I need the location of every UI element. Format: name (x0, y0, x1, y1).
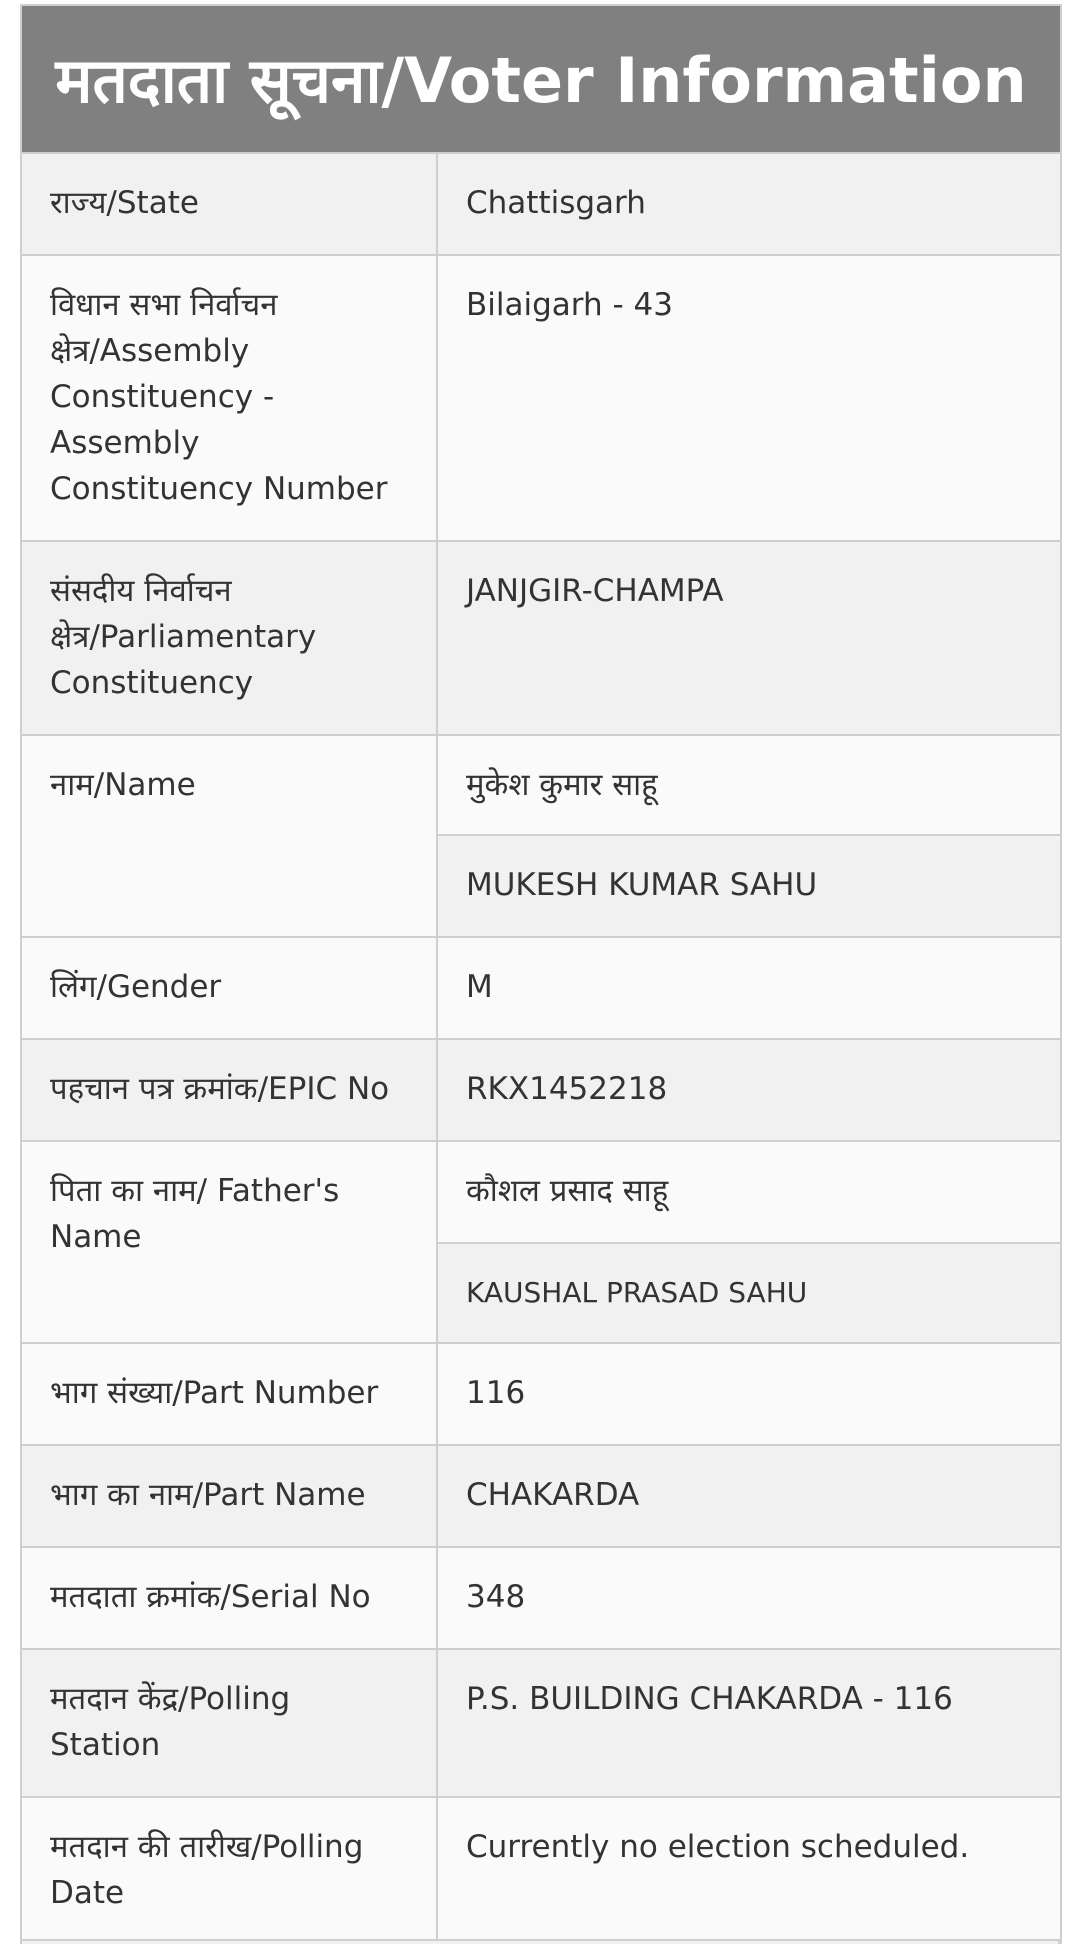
serial-no-label: मतदाता क्रमांक/Serial No (21, 1547, 437, 1649)
epic-no-label: पहचान पत्र क्रमांक/EPIC No (21, 1039, 437, 1141)
polling-date-label: मतदान की तारीख/Polling Date (21, 1797, 437, 1943)
next-row-edge (20, 1939, 1060, 1944)
name-value-hindi: मुकेश कुमार साहू (437, 735, 1061, 835)
father-name-label: पिता का नाम/ Father's Name (21, 1141, 437, 1343)
table-row-part-name (21, 1445, 1061, 1547)
epic-no-value: RKX1452218 (437, 1039, 1061, 1141)
polling-station-label: मतदान केंद्र/Polling Station (21, 1649, 437, 1797)
parliamentary-constituency-label: संसदीय निर्वाचन क्षेत्र/Parliamentary Constituency (21, 541, 437, 735)
serial-no-value: 348 (437, 1547, 1061, 1649)
state-value: Chattisgarh (437, 153, 1061, 255)
part-name-value: CHAKARDA (437, 1445, 1061, 1547)
table-row-assembly-constituency (21, 255, 1061, 541)
gender-value: M (437, 937, 1061, 1039)
gender-label: लिंग/Gender (21, 937, 437, 1039)
table-row-part-number (21, 1343, 1061, 1445)
state-label: राज्य/State (21, 153, 437, 255)
table-row-state (21, 153, 1061, 255)
title-row (21, 5, 1061, 153)
part-number-value: 116 (437, 1343, 1061, 1445)
father-name-value-english: KAUSHAL PRASAD SAHU (437, 1243, 1061, 1343)
table-row-serial-no (21, 1547, 1061, 1649)
father-name-value-hindi: कौशल प्रसाद साहू (437, 1141, 1061, 1243)
table-row-polling-station (21, 1649, 1061, 1797)
polling-date-value: Currently no election scheduled. (437, 1797, 1061, 1943)
table-row-gender (21, 937, 1061, 1039)
table-row-name (21, 735, 1061, 835)
assembly-constituency-value: Bilaigarh - 43 (437, 255, 1061, 541)
table-row-epic-no (21, 1039, 1061, 1141)
table-row-father-name (21, 1141, 1061, 1243)
polling-station-value: P.S. BUILDING CHAKARDA - 116 (437, 1649, 1061, 1797)
page-title: मतदाता सूचना/Voter Information (21, 5, 1061, 153)
table-row-polling-date (21, 1797, 1061, 1943)
name-value-english: MUKESH KUMAR SAHU (437, 835, 1061, 937)
parliamentary-constituency-value: JANJGIR-CHAMPA (437, 541, 1061, 735)
assembly-constituency-label: विधान सभा निर्वाचन क्षेत्र/Assembly Constituency - Assembly Constituency Number (21, 255, 437, 541)
name-label: नाम/Name (21, 735, 437, 937)
part-number-label: भाग संख्या/Part Number (21, 1343, 437, 1445)
table-row-parliamentary-constituency (21, 541, 1061, 735)
voter-information-table (20, 4, 1062, 1944)
part-name-label: भाग का नाम/Part Name (21, 1445, 437, 1547)
